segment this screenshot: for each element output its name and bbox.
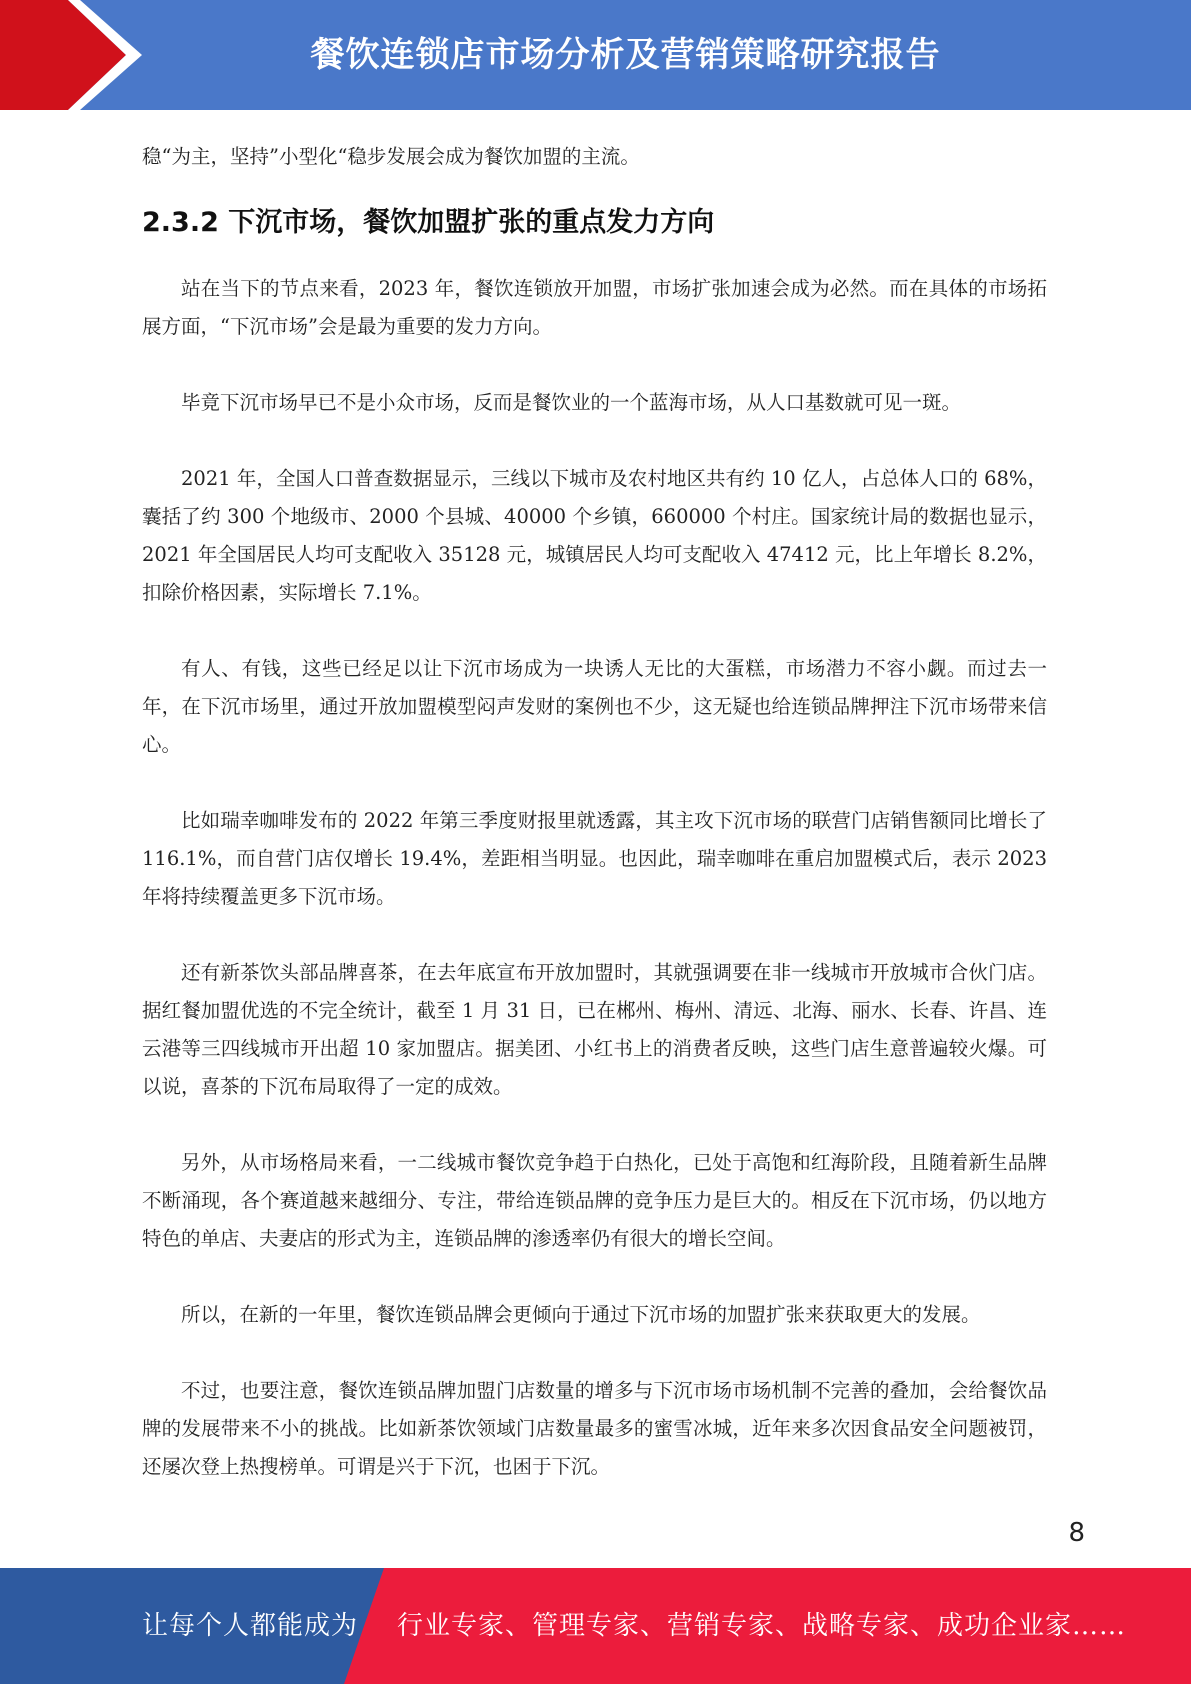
- paragraph: 比如瑞幸咖啡发布的 2022 年第三季度财报里就透露，其主攻下沉市场的联营门店销售额同比增长了 116.1%，而自营门店仅增长 19.4%，差距相当明显。也因此，瑞幸咖啡在重启加盟模式后，表示 2023 年将持续覆盖更多下沉市场。: [142, 809, 1047, 908]
- footer-slogan-right: 行业专家、管理专家、营销专家、战略专家、成功企业家……: [397, 1611, 1127, 1641]
- intro-line: 稳“为主，坚持”小型化“稳步发展会成为餐饮加盟的主流。: [142, 145, 640, 168]
- paragraph: 毕竟下沉市场早已不是小众市场，反而是餐饮业的一个蓝海市场，从人口基数就可见一斑。: [181, 391, 962, 414]
- page-header: [0, 0, 1191, 110]
- paragraph: 站在当下的节点来看，2023 年，餐饮连锁放开加盟，市场扩张加速会成为必然。而在具体的市场拓展方面，“下沉市场”会是最为重要的发力方向。: [142, 277, 1047, 338]
- paragraph: 还有新茶饮头部品牌喜茶，在去年底宣布开放加盟时，其就强调要在非一线城市开放城市合伙门店。据红餐加盟优选的不完全统计，截至 1 月 31 日，已在郴州、梅州、清远、北海、丽水、长春、许昌、连云港等三四线城市开出超 10 家加盟店。据美团、小红书上的消费者反映，这些门店生意普遍较火爆。可以说，喜茶的下沉布局取得了一定的成效。: [142, 961, 1047, 1098]
- paragraph: 有人、有钱，这些已经足以让下沉市场成为一块诱人无比的大蛋糕，市场潜力不容小觑。而过去一年，在下沉市场里，通过开放加盟模型闷声发财的案例也不少，这无疑也给连锁品牌押注下沉市场带来信心。: [142, 657, 1047, 756]
- section-heading: 2.3.2 下沉市场，餐饮加盟扩张的重点发力方向: [142, 207, 715, 238]
- paragraph: 所以，在新的一年里，餐饮连锁品牌会更倾向于通过下沉市场的加盟扩张来获取更大的发展。: [181, 1303, 981, 1326]
- page-footer: [0, 1568, 1191, 1684]
- page-content: [142, 138, 1047, 1486]
- paragraph: 2021 年，全国人口普查数据显示，三线以下城市及农村地区共有约 10 亿人，占总体人口的 68%，囊括了约 300 个地级市、2000 个县城、40000 个乡镇，660000 个村庄。国家统计局的数据也显示，2021 年全国居民人均可支配收入 35128 元，城镇居民人均可支配收入 47412 元，比上年增长 8.2%，扣除价格因素，实际增长 7.1%。: [142, 467, 1047, 604]
- page-number: 8: [1068, 1518, 1085, 1548]
- footer-slogan-left: 让每个人都能成为: [142, 1611, 359, 1641]
- paragraph: 另外，从市场格局来看，一二线城市餐饮竞争趋于白热化，已处于高饱和红海阶段，且随着新生品牌不断涌现，各个赛道越来越细分、专注，带给连锁品牌的竞争压力是巨大的。相反在下沉市场，仍以地方特色的单店、夫妻店的形式为主，连锁品牌的渗透率仍有很大的增长空间。: [142, 1151, 1047, 1250]
- document-title: 餐饮连锁店市场分析及营销策略研究报告: [310, 35, 941, 75]
- paragraph: 不过，也要注意，餐饮连锁品牌加盟门店数量的增多与下沉市场市场机制不完善的叠加，会给餐饮品牌的发展带来不小的挑战。比如新茶饮领域门店数量最多的蜜雪冰城，近年来多次因食品安全问题被罚，还屡次登上热搜榜单。可谓是兴于下沉，也困于下沉。: [142, 1379, 1047, 1478]
